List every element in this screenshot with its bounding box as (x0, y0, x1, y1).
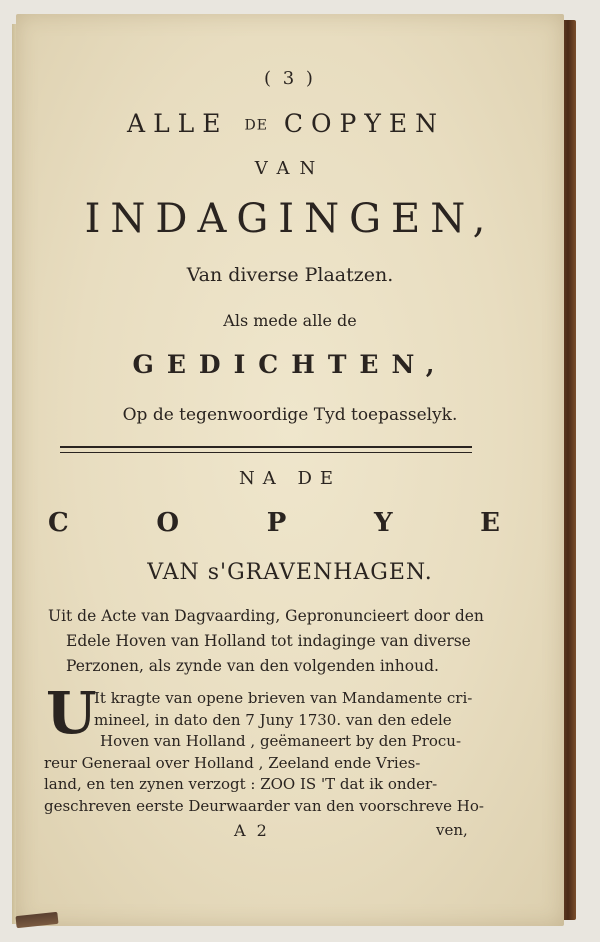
copye-letter: P (266, 508, 287, 538)
title-line-van: VAN (254, 158, 326, 179)
title-line-gedichten: GEDICHTEN, (132, 350, 448, 379)
double-rule-divider (60, 446, 472, 453)
copye-letter: E (480, 508, 500, 538)
title-line-alle-de-copyen (100, 109, 472, 138)
title-line-op-de-tegenwoordige-tyd: Op de tegenwoordige Tyd toepasselyk. (122, 405, 458, 425)
drop-cap: U (46, 679, 97, 747)
body-line: geschreven eerste Deurwaarder van den voorschreve Ho- (44, 796, 484, 815)
title-word-de: DE (244, 117, 268, 134)
imprint-na-de: NA DE (238, 468, 342, 489)
body-line: It kragte van opene brieven van Mandamente cri- (94, 689, 473, 707)
body-line: mineel, in dato den 7 Juny 1730. van den edele (94, 710, 452, 729)
body-line: Hoven van Holland , geëmaneert by den Procu- (100, 732, 462, 750)
intro-paragraph (48, 604, 484, 679)
body-line: reur Generaal over Holland , Zeeland ende Vries- (44, 753, 421, 772)
copye-letter: Y (373, 508, 393, 538)
body-line: land, en ten zynen verzogt : ZOO IS 'T dat ik onder- (44, 775, 438, 793)
copye-letter: O (156, 508, 180, 538)
body-paragraph (44, 679, 484, 817)
copye-letter: C (48, 508, 69, 538)
intro-line: Edele Hoven van Holland tot indaginge van diverse (66, 632, 471, 650)
intro-line: Uit de Acte van Dagvaarding, Gepronuncieert door den (48, 607, 484, 625)
page-number: ( 3 ) (264, 68, 316, 89)
title-line-indagingen: INDAGINGEN, (84, 196, 496, 242)
signature-mark: A 2 (234, 821, 270, 840)
title-word-alle: ALLE (127, 109, 229, 138)
title-word-copyen: COPYEN (283, 109, 445, 138)
catchword: ven, (436, 821, 468, 839)
title-line-van-diverse-plaatzen: Van diverse Plaatzen. (186, 264, 394, 286)
imprint-copye (48, 508, 500, 538)
intro-line: Perzonen, als zynde van den volgenden inhoud. (66, 657, 439, 675)
imprint-van-s-gravenhagen: VAN s'GRAVENHAGEN. (147, 560, 433, 585)
title-line-als-mede-alle-de: Als mede alle de (223, 311, 357, 330)
